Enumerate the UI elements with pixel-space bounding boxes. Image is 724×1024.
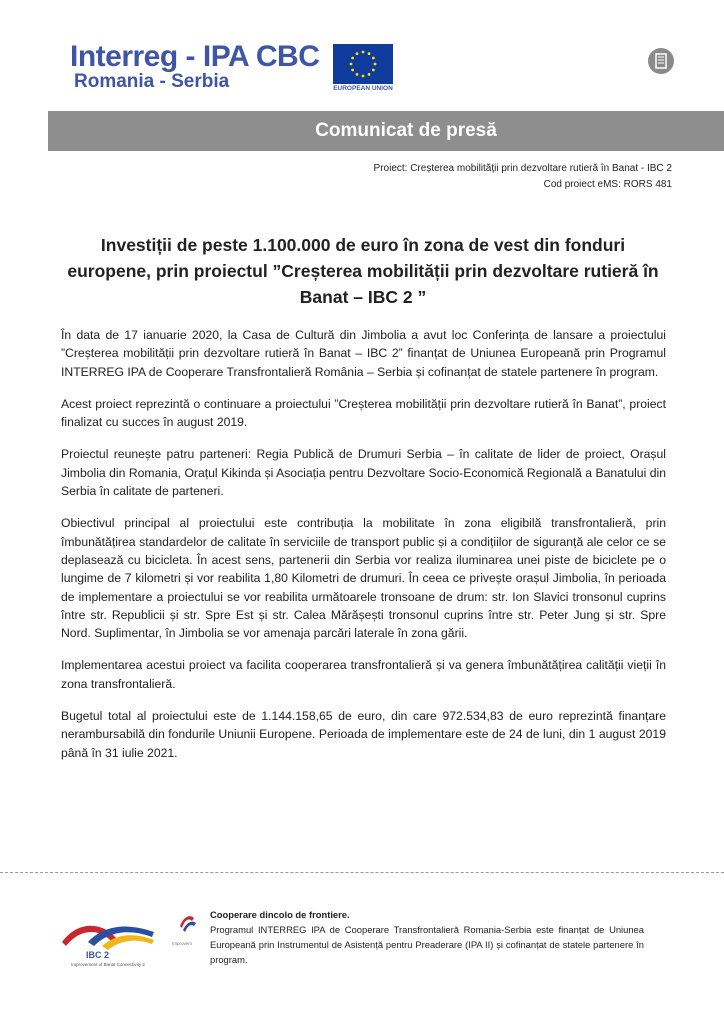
interreg-logo-text: Interreg - IPA CBC: [70, 40, 320, 73]
side-badge-icon: [648, 48, 674, 74]
footer-text-block: [210, 907, 644, 967]
improvement-logo: [176, 906, 198, 940]
eu-label: EUROPEAN UNION: [333, 85, 393, 92]
eu-star: [350, 63, 353, 66]
article-paragraph: În data de 17 ianuarie 2020, la Casa de Cultură din Jimbolia a avut loc Conferința de lansare a proiectului ”Creșterea mobilității prin dezvoltare rutieră în Banat – IBC 2” finanțat de Uniunea Europeană prin Programul INTERREG IPA de Cooperare Transfrontalieră România – Serbia și cofinanțat de statele partenere în program.: [61, 328, 666, 379]
project-meta: [374, 161, 672, 193]
article-paragraph: Bugetul total al proiectului este de 1.144.158,65 de euro, din care 972.534,83 de euro reprezintă finanțare nerambursabilă din fondurile Uniunii Europene. Perioada de implementare este de 24 de luni, din 1 august 2019 până în 31 iulie 2021.: [61, 709, 666, 760]
eu-star: [362, 51, 365, 54]
press-release-banner: Comunicat de presă: [48, 111, 724, 151]
article-paragraph: Obiectivul principal al proiectului este contribuția la mobilitate în zona eligibilă transfrontalieră, prin îmbunătățirea standardelor de calitate în serviciile de transport public și a condițiilor de siguranță ale celor ce se deplasează cu bicicleta. În acest sens, partenerii din Serbia vor realiza iluminarea unei piste de biciclete pe o lungime de 7 kilometri și vor reabilita 1,80 Kilometri de drumuri. În ceea ce privește orașul Jimbolia, în perioada de implementare a proiectului se vor reabilita următoarele tronsoane de drum: str. Ion Slavici tronsonul cuprins între str. Republicii și str. Spre Est și str. Calea Mărășești tronsonul cuprins între str. Peter Jung și str. Spre Nord. Suplimentar, în Jimbolia se vor amenaja parcări laterale în zona gării.: [61, 516, 666, 641]
eu-star: [374, 63, 377, 66]
ibc2-logo-text: IBC 2: [86, 950, 110, 960]
article-paragraph: Implementarea acestui proiect va facilita cooperarea transfrontalieră și va genera îmbunătățirea calității vieții în zona transfrontalieră.: [61, 658, 666, 691]
eu-star: [356, 52, 359, 55]
eu-star: [372, 69, 375, 72]
footer-divider: [0, 872, 724, 873]
article-body: [61, 326, 666, 776]
eu-logo: [333, 44, 393, 92]
article-paragraph: Acest proiect reprezintă o continuare a proiectului ”Creșterea mobilității prin dezvoltare rutieră în Banat”, proiect finalizat cu succes în august 2019.: [61, 396, 666, 430]
eu-star: [351, 69, 354, 72]
eu-star: [368, 73, 371, 76]
improvement-logo-label: Improvem: [172, 941, 193, 946]
eu-star: [362, 75, 365, 78]
eu-star: [356, 73, 359, 76]
ibc2-logo-subtitle: Improvement of Banat Connectivity 2: [71, 962, 145, 967]
ibc2-logo-icon: [58, 912, 158, 952]
page-header: [0, 0, 724, 110]
eu-star: [351, 57, 354, 60]
project-name: Proiect: Creșterea mobilității prin dezvoltare rutieră în Banat - IBC 2: [373, 163, 672, 174]
eu-star: [372, 57, 375, 60]
footer-description: Programul INTERREG IPA de Cooperare Transfrontalieră Romania-Serbia este finanțat de Uniunea Europeană prin Instrumentul de Asistență pentru Preaderare (IPA II) și cofinanțat de statele partenere în program.: [210, 924, 644, 965]
article-title: Investiții de peste 1.100.000 de euro în zona de vest din fonduri europene, prin proiectul ”Creșterea mobilității prin dezvoltare rutieră în Banat – IBC 2 ”: [67, 235, 659, 307]
interreg-region-text: Romania - Serbia: [74, 71, 230, 92]
eu-star: [368, 52, 371, 55]
ibc2-logo: [58, 912, 158, 974]
eu-flag-icon: [333, 44, 393, 84]
project-code: Cod proiect eMS: RORS 481: [543, 179, 672, 190]
footer-title: Cooperare dincolo de frontiere.: [210, 909, 350, 920]
article-paragraph: Proiectul reunește patru parteneri: Regia Publică de Drumuri Serbia – în calitate de lider de proiect, Orașul Jimbolia din Romania, Orațul Kikinda și Asociația pentru Dezvoltare Socio-Economică Regională a Banatului din Serbia în calitate de parteneri.: [61, 447, 666, 499]
improvement-logo-icon: [176, 906, 198, 940]
